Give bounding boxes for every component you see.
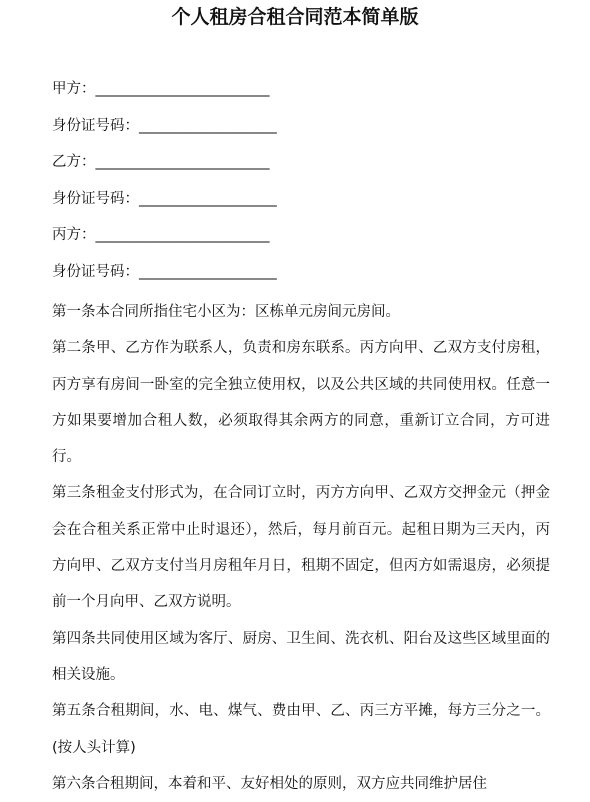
party-b-field: 乙方：________________________ [52, 154, 270, 171]
party-fields [52, 78, 552, 298]
article-2: 第二条甲、乙方作为联系人，负责和房东联系。丙方向甲、乙双方支付房租，丙方享有房间一卧室的完全独立使用权，以及公共区域的共同使用权。任意一方如果要增加合租人数，必须取得其余两方的同意，重新订立合同，方可进行。 [52, 340, 550, 466]
party-c-id-field: 身份证号码：___________________ [52, 263, 277, 280]
article-6: 第六条合租期间，本着和平、友好相处的原则，双方应共同维护居住 [52, 775, 487, 792]
document-title: 个人租房合租合同范本简单版 [171, 6, 419, 28]
article-4: 第四条共同使用区域为客厅、厨房、卫生间、洗衣机、阳台及这些区域里面的相关设施。 [52, 630, 550, 683]
article-3: 第三条租金支付形式为，在合同订立时，丙方方向甲、乙双方交押金元（押金会在合租关系正常中止时退还），然后，每月前百元。起租日期为三天内，丙方向甲、乙双方支付当月房租年月日，租期不固定，但丙方如需退房，必须提前一个月向甲、乙双方说明。 [52, 485, 550, 611]
party-c-field: 丙方：________________________ [52, 227, 270, 244]
article-5: 第五条合租期间，水、电、煤气、费由甲、乙、丙三方平摊，每方三分之一。(按人头计算) [52, 703, 550, 756]
party-a-field: 甲方：________________________ [52, 81, 270, 97]
contract-articles [52, 294, 550, 802]
party-b-id-field: 身份证号码：___________________ [52, 190, 277, 207]
party-a-id-field: 身份证号码：___________________ [52, 117, 277, 134]
article-1: 第一条本合同所指住宅小区为：区栋单元房间元房间。 [52, 304, 400, 320]
